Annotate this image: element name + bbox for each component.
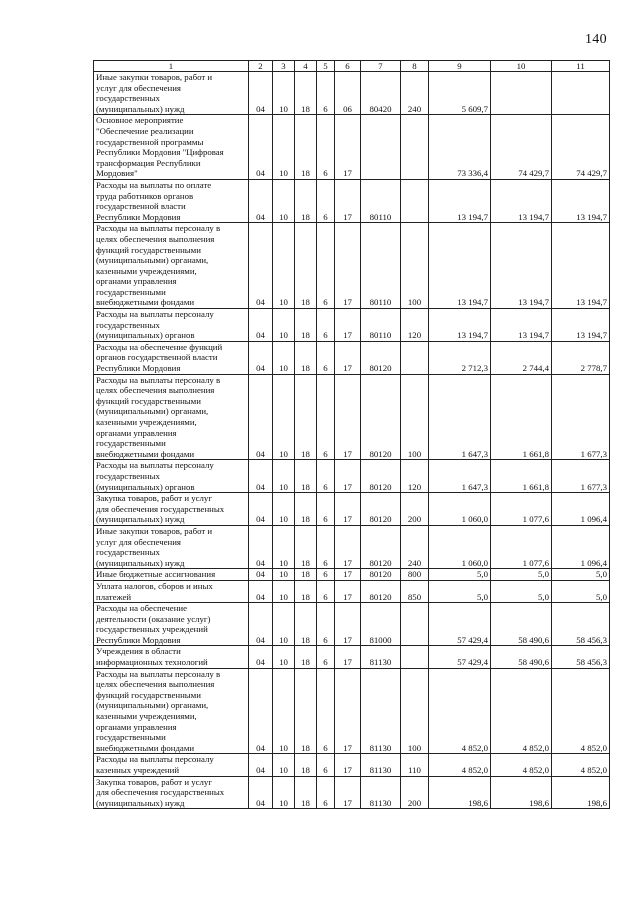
code-cell: 17 bbox=[335, 580, 361, 602]
code-cell: 10 bbox=[273, 754, 295, 776]
code-cell bbox=[401, 646, 429, 668]
header-cell: 2 bbox=[249, 61, 273, 72]
code-cell: 04 bbox=[249, 776, 273, 809]
code-cell: 18 bbox=[295, 525, 317, 568]
code-cell: 81130 bbox=[361, 754, 401, 776]
item-name-cell: Уплата налогов, сборов и иных платежей bbox=[94, 580, 249, 602]
table-row bbox=[94, 603, 610, 646]
code-cell bbox=[401, 341, 429, 374]
amount-cell: 4 852,0 bbox=[491, 668, 552, 754]
code-cell: 17 bbox=[335, 460, 361, 493]
code-cell: 120 bbox=[401, 460, 429, 493]
amount-cell: 4 852,0 bbox=[429, 668, 491, 754]
table-row bbox=[94, 493, 610, 526]
item-name-cell: Учреждения в области информационных технологий bbox=[94, 646, 249, 668]
amount-cell: 74 429,7 bbox=[552, 115, 610, 180]
code-cell: 17 bbox=[335, 493, 361, 526]
amount-cell bbox=[552, 72, 610, 115]
amount-cell: 57 429,4 bbox=[429, 646, 491, 668]
code-cell: 17 bbox=[335, 341, 361, 374]
code-cell: 18 bbox=[295, 179, 317, 222]
table-row bbox=[94, 525, 610, 568]
code-cell: 04 bbox=[249, 223, 273, 309]
amount-cell: 13 194,7 bbox=[429, 223, 491, 309]
amount-cell: 1 661,8 bbox=[491, 374, 552, 460]
amount-cell: 1 677,3 bbox=[552, 374, 610, 460]
amount-cell: 2 712,3 bbox=[429, 341, 491, 374]
header-cell: 3 bbox=[273, 61, 295, 72]
amount-cell bbox=[491, 72, 552, 115]
code-cell: 81130 bbox=[361, 646, 401, 668]
code-cell: 17 bbox=[335, 115, 361, 180]
code-cell: 81000 bbox=[361, 603, 401, 646]
amount-cell: 73 336,4 bbox=[429, 115, 491, 180]
code-cell: 6 bbox=[317, 115, 335, 180]
table-row bbox=[94, 460, 610, 493]
code-cell: 6 bbox=[317, 223, 335, 309]
code-cell: 10 bbox=[273, 72, 295, 115]
item-name-cell: Иные закупки товаров, работ и услуг для обеспечения государственных (муниципальных) нужд bbox=[94, 72, 249, 115]
amount-cell: 1 661,8 bbox=[491, 460, 552, 493]
amount-cell: 2 778,7 bbox=[552, 341, 610, 374]
code-cell: 6 bbox=[317, 493, 335, 526]
table-row bbox=[94, 115, 610, 180]
code-cell: 17 bbox=[335, 525, 361, 568]
code-cell: 120 bbox=[401, 309, 429, 342]
amount-cell: 58 490,6 bbox=[491, 603, 552, 646]
code-cell: 850 bbox=[401, 580, 429, 602]
table-row bbox=[94, 374, 610, 460]
code-cell: 04 bbox=[249, 646, 273, 668]
code-cell: 06 bbox=[335, 72, 361, 115]
code-cell: 18 bbox=[295, 668, 317, 754]
code-cell: 6 bbox=[317, 525, 335, 568]
code-cell: 04 bbox=[249, 580, 273, 602]
code-cell: 04 bbox=[249, 525, 273, 568]
amount-cell: 4 852,0 bbox=[491, 754, 552, 776]
code-cell: 6 bbox=[317, 374, 335, 460]
code-cell: 6 bbox=[317, 646, 335, 668]
item-name-cell: Иные закупки товаров, работ и услуг для обеспечения государственных (муниципальных) нужд bbox=[94, 525, 249, 568]
code-cell: 04 bbox=[249, 374, 273, 460]
code-cell bbox=[401, 179, 429, 222]
code-cell: 10 bbox=[273, 668, 295, 754]
amount-cell: 4 852,0 bbox=[552, 754, 610, 776]
item-name-cell: Расходы на выплаты персоналу в целях обеспечения выполнения функций государственными (муниципальными) органами, казенными учреждениями, органами управления государственными внебюджетными фондами bbox=[94, 223, 249, 309]
code-cell: 18 bbox=[295, 460, 317, 493]
code-cell: 10 bbox=[273, 460, 295, 493]
amount-cell: 1 096,4 bbox=[552, 493, 610, 526]
code-cell: 6 bbox=[317, 72, 335, 115]
item-name-cell: Закупка товаров, работ и услуг для обеспечения государственных (муниципальных) нужд bbox=[94, 776, 249, 809]
item-name-cell: Расходы на выплаты персоналу государственных (муниципальных) органов bbox=[94, 309, 249, 342]
amount-cell: 5,0 bbox=[552, 580, 610, 602]
code-cell: 18 bbox=[295, 374, 317, 460]
header-cell: 1 bbox=[94, 61, 249, 72]
code-cell: 80110 bbox=[361, 309, 401, 342]
code-cell: 6 bbox=[317, 460, 335, 493]
code-cell: 6 bbox=[317, 668, 335, 754]
amount-cell: 198,6 bbox=[552, 776, 610, 809]
amount-cell: 13 194,7 bbox=[491, 179, 552, 222]
code-cell: 18 bbox=[295, 754, 317, 776]
code-cell: 18 bbox=[295, 580, 317, 602]
code-cell: 240 bbox=[401, 72, 429, 115]
item-name-cell: Расходы на выплаты персоналу государственных (муниципальных) органов bbox=[94, 460, 249, 493]
table-row bbox=[94, 72, 610, 115]
amount-cell: 5,0 bbox=[429, 580, 491, 602]
code-cell: 80120 bbox=[361, 580, 401, 602]
amount-cell: 74 429,7 bbox=[491, 115, 552, 180]
code-cell: 10 bbox=[273, 646, 295, 668]
table-row bbox=[94, 341, 610, 374]
code-cell: 200 bbox=[401, 493, 429, 526]
code-cell: 18 bbox=[295, 341, 317, 374]
code-cell: 80120 bbox=[361, 569, 401, 581]
amount-cell: 58 456,3 bbox=[552, 603, 610, 646]
code-cell: 04 bbox=[249, 668, 273, 754]
item-name-cell: Расходы на обеспечение деятельности (оказание услуг) государственных учреждений Республики Мордовия bbox=[94, 603, 249, 646]
table-body bbox=[94, 72, 610, 809]
amount-cell: 13 194,7 bbox=[552, 179, 610, 222]
item-name-cell: Расходы на выплаты по оплате труда работников органов государственной власти Республики Мордовия bbox=[94, 179, 249, 222]
code-cell: 100 bbox=[401, 374, 429, 460]
item-name-cell: Основное мероприятие "Обеспечение реализации государственной программы Республики Мордовия "Цифровая трансформация Республики Мордовия" bbox=[94, 115, 249, 180]
code-cell: 18 bbox=[295, 309, 317, 342]
code-cell: 04 bbox=[249, 603, 273, 646]
code-cell: 04 bbox=[249, 309, 273, 342]
code-cell: 80120 bbox=[361, 525, 401, 568]
code-cell: 80420 bbox=[361, 72, 401, 115]
code-cell: 10 bbox=[273, 569, 295, 581]
item-name-cell: Расходы на выплаты персоналу казенных учреждений bbox=[94, 754, 249, 776]
code-cell: 80110 bbox=[361, 223, 401, 309]
item-name-cell: Расходы на обеспечение функций органов государственной власти Республики Мордовия bbox=[94, 341, 249, 374]
header-cell: 4 bbox=[295, 61, 317, 72]
code-cell: 6 bbox=[317, 569, 335, 581]
table-row bbox=[94, 668, 610, 754]
table-row bbox=[94, 223, 610, 309]
amount-cell: 1 096,4 bbox=[552, 525, 610, 568]
code-cell: 80120 bbox=[361, 341, 401, 374]
code-cell: 110 bbox=[401, 754, 429, 776]
code-cell: 18 bbox=[295, 646, 317, 668]
code-cell: 6 bbox=[317, 754, 335, 776]
header-cell: 5 bbox=[317, 61, 335, 72]
amount-cell: 4 852,0 bbox=[429, 754, 491, 776]
amount-cell: 13 194,7 bbox=[552, 309, 610, 342]
header-cell: 9 bbox=[429, 61, 491, 72]
amount-cell: 1 060,0 bbox=[429, 493, 491, 526]
amount-cell: 57 429,4 bbox=[429, 603, 491, 646]
amount-cell: 13 194,7 bbox=[429, 179, 491, 222]
code-cell: 6 bbox=[317, 580, 335, 602]
code-cell: 17 bbox=[335, 646, 361, 668]
code-cell bbox=[401, 603, 429, 646]
amount-cell: 1 060,0 bbox=[429, 525, 491, 568]
code-cell: 10 bbox=[273, 309, 295, 342]
code-cell: 04 bbox=[249, 754, 273, 776]
code-cell: 17 bbox=[335, 754, 361, 776]
table-row bbox=[94, 179, 610, 222]
code-cell: 17 bbox=[335, 569, 361, 581]
code-cell: 10 bbox=[273, 776, 295, 809]
item-name-cell: Расходы на выплаты персоналу в целях обеспечения выполнения функций государственными (муниципальными) органами, казенными учреждениями, органами управления государственными внебюджетными фондами bbox=[94, 374, 249, 460]
header-row bbox=[94, 61, 610, 72]
amount-cell: 4 852,0 bbox=[552, 668, 610, 754]
code-cell: 10 bbox=[273, 374, 295, 460]
code-cell: 10 bbox=[273, 115, 295, 180]
amount-cell: 13 194,7 bbox=[552, 223, 610, 309]
code-cell: 6 bbox=[317, 341, 335, 374]
code-cell: 6 bbox=[317, 603, 335, 646]
header-cell: 11 bbox=[552, 61, 610, 72]
code-cell: 10 bbox=[273, 603, 295, 646]
amount-cell: 1 077,6 bbox=[491, 493, 552, 526]
code-cell: 80120 bbox=[361, 374, 401, 460]
code-cell bbox=[401, 115, 429, 180]
code-cell: 17 bbox=[335, 668, 361, 754]
code-cell: 18 bbox=[295, 223, 317, 309]
code-cell: 80120 bbox=[361, 493, 401, 526]
code-cell bbox=[361, 115, 401, 180]
item-name-cell: Закупка товаров, работ и услуг для обеспечения государственных (муниципальных) нужд bbox=[94, 493, 249, 526]
header-cell: 10 bbox=[491, 61, 552, 72]
code-cell: 18 bbox=[295, 569, 317, 581]
amount-cell: 5,0 bbox=[491, 580, 552, 602]
code-cell: 18 bbox=[295, 493, 317, 526]
amount-cell: 2 744,4 bbox=[491, 341, 552, 374]
amount-cell: 1 647,3 bbox=[429, 374, 491, 460]
amount-cell: 58 490,6 bbox=[491, 646, 552, 668]
code-cell: 04 bbox=[249, 569, 273, 581]
code-cell: 10 bbox=[273, 179, 295, 222]
amount-cell: 1 647,3 bbox=[429, 460, 491, 493]
code-cell: 10 bbox=[273, 580, 295, 602]
header-cell: 8 bbox=[401, 61, 429, 72]
code-cell: 18 bbox=[295, 776, 317, 809]
code-cell: 240 bbox=[401, 525, 429, 568]
amount-cell: 13 194,7 bbox=[429, 309, 491, 342]
table-row bbox=[94, 754, 610, 776]
amount-cell: 13 194,7 bbox=[491, 223, 552, 309]
code-cell: 18 bbox=[295, 603, 317, 646]
header-cell: 6 bbox=[335, 61, 361, 72]
code-cell: 17 bbox=[335, 776, 361, 809]
code-cell: 04 bbox=[249, 341, 273, 374]
code-cell: 10 bbox=[273, 223, 295, 309]
code-cell: 17 bbox=[335, 374, 361, 460]
page-number: 140 bbox=[585, 32, 607, 47]
code-cell: 17 bbox=[335, 603, 361, 646]
code-cell: 10 bbox=[273, 341, 295, 374]
code-cell: 17 bbox=[335, 309, 361, 342]
code-cell: 04 bbox=[249, 72, 273, 115]
code-cell: 04 bbox=[249, 460, 273, 493]
amount-cell: 5,0 bbox=[429, 569, 491, 581]
header-cell: 7 bbox=[361, 61, 401, 72]
code-cell: 6 bbox=[317, 309, 335, 342]
amount-cell: 5,0 bbox=[491, 569, 552, 581]
code-cell: 18 bbox=[295, 115, 317, 180]
code-cell: 17 bbox=[335, 223, 361, 309]
code-cell: 100 bbox=[401, 668, 429, 754]
table-row bbox=[94, 309, 610, 342]
amount-cell: 58 456,3 bbox=[552, 646, 610, 668]
code-cell: 200 bbox=[401, 776, 429, 809]
code-cell: 18 bbox=[295, 72, 317, 115]
amount-cell: 198,6 bbox=[429, 776, 491, 809]
code-cell: 800 bbox=[401, 569, 429, 581]
item-name-cell: Расходы на выплаты персоналу в целях обеспечения выполнения функций государственными (муниципальными) органами, казенными учреждениями, органами управления государственными внебюджетными фондами bbox=[94, 668, 249, 754]
table-row bbox=[94, 646, 610, 668]
code-cell: 80110 bbox=[361, 179, 401, 222]
amount-cell: 13 194,7 bbox=[491, 309, 552, 342]
table-row bbox=[94, 569, 610, 581]
code-cell: 80120 bbox=[361, 460, 401, 493]
code-cell: 10 bbox=[273, 525, 295, 568]
amount-cell: 198,6 bbox=[491, 776, 552, 809]
code-cell: 6 bbox=[317, 179, 335, 222]
code-cell: 04 bbox=[249, 493, 273, 526]
amount-cell: 1 077,6 bbox=[491, 525, 552, 568]
code-cell: 17 bbox=[335, 179, 361, 222]
table-row bbox=[94, 580, 610, 602]
code-cell: 04 bbox=[249, 115, 273, 180]
table-row bbox=[94, 776, 610, 809]
code-cell: 100 bbox=[401, 223, 429, 309]
item-name-cell: Иные бюджетные ассигнования bbox=[94, 569, 249, 581]
budget-table bbox=[93, 60, 610, 809]
code-cell: 6 bbox=[317, 776, 335, 809]
code-cell: 10 bbox=[273, 493, 295, 526]
amount-cell: 1 677,3 bbox=[552, 460, 610, 493]
code-cell: 04 bbox=[249, 179, 273, 222]
amount-cell: 5,0 bbox=[552, 569, 610, 581]
amount-cell: 5 609,7 bbox=[429, 72, 491, 115]
code-cell: 81130 bbox=[361, 776, 401, 809]
code-cell: 81130 bbox=[361, 668, 401, 754]
